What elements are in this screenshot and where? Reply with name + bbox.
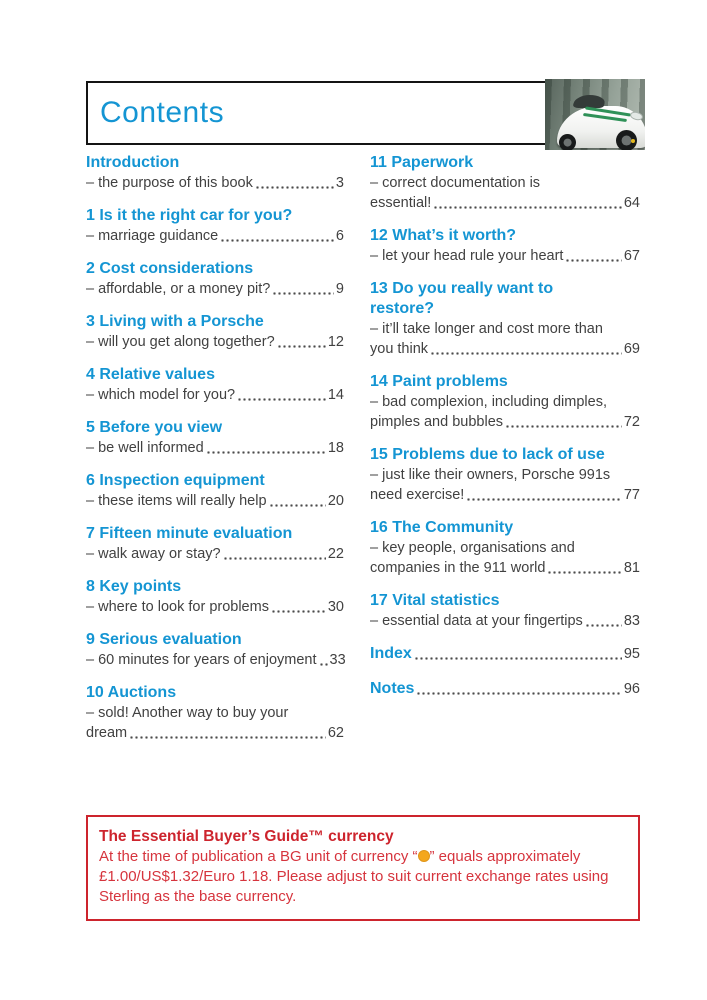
toc-entry-desc: – just like their owners, Porsche 991s — [370, 467, 611, 483]
toc-page-number: 77 — [623, 487, 640, 503]
toc-entry-desc-line — [370, 611, 640, 631]
wheel-rim — [563, 138, 572, 147]
toc-entry-desc-line — [86, 544, 344, 564]
toc-entry — [86, 577, 344, 617]
toc-entry-title: 8 Key points — [86, 578, 182, 595]
dot-leader — [269, 503, 326, 508]
toc-entry-desc-line — [86, 650, 344, 670]
toc-entry-desc-line — [370, 558, 640, 578]
toc-entry-desc: – will you get along together? — [86, 334, 275, 350]
toc-entry — [86, 418, 344, 458]
toc-entry-title: 4 Relative values — [86, 366, 215, 383]
toc-entry-title: 15 Problems due to lack of use — [370, 446, 605, 463]
toc-entry — [86, 630, 344, 670]
toc-entry — [370, 372, 640, 432]
toc-page-number: 14 — [327, 387, 344, 403]
toc-entry — [86, 153, 344, 193]
contents-title-box — [86, 81, 622, 145]
toc-entry — [86, 471, 344, 511]
toc-entry-desc: pimples and bubbles — [370, 414, 504, 430]
bg-currency-coin-icon — [418, 850, 430, 862]
toc-entry-title: 5 Before you view — [86, 419, 223, 436]
toc-page-number: 96 — [623, 681, 640, 697]
toc-entry-desc: essential! — [370, 195, 432, 211]
toc-entry — [86, 259, 344, 299]
toc-entry-desc: dream — [86, 725, 128, 741]
toc-entry-desc-line — [86, 226, 344, 246]
toc-entry — [86, 206, 344, 246]
toc-entry-desc-line — [370, 412, 640, 432]
toc-entry-desc-line — [370, 485, 640, 505]
toc-entry-title: 13 Do you really want to restore? — [370, 280, 554, 317]
toc-page-number: 18 — [327, 440, 344, 456]
toc-column-left — [86, 153, 344, 756]
toc-entry-desc-line — [86, 385, 344, 405]
toc-entry-line — [370, 644, 640, 664]
toc-entry-title: Notes — [370, 680, 415, 697]
toc-entry-title: 6 Inspection equipment — [86, 472, 265, 489]
toc-entry-desc: companies in the 911 world — [370, 560, 546, 576]
dot-leader — [271, 609, 326, 614]
toc-page-number: 20 — [327, 493, 344, 509]
toc-entry-desc-line — [86, 173, 344, 193]
toc-page-number: 33 — [329, 652, 346, 668]
toc-entry-desc-line — [86, 491, 344, 511]
toc-entry-title: 2 Cost considerations — [86, 260, 254, 277]
toc-entry-desc-line — [370, 246, 640, 266]
toc-page-number: 67 — [623, 248, 640, 264]
toc-entry-title: 10 Auctions — [86, 684, 177, 701]
toc-entry-desc: – walk away or stay? — [86, 546, 221, 562]
toc-page-number: 69 — [623, 341, 640, 357]
toc-entry-desc: – let your head rule your heart — [370, 248, 564, 264]
toc-page-number: 6 — [335, 228, 344, 244]
toc-entry — [86, 312, 344, 352]
toc-entry-title: 3 Living with a Porsche — [86, 313, 264, 330]
toc-entry — [370, 445, 640, 505]
toc-page-number: 3 — [335, 175, 344, 191]
toc-entry — [370, 644, 640, 664]
toc-entry-desc: need exercise! — [370, 487, 465, 503]
toc-column-right — [370, 153, 640, 756]
toc-page-number: 95 — [623, 646, 640, 662]
toc-entry-desc-line — [86, 332, 344, 352]
dot-leader — [272, 291, 334, 296]
brake-caliper — [631, 139, 635, 143]
toc-entry-desc: – 60 minutes for years of enjoyment — [86, 652, 317, 668]
toc-entry-title: 9 Serious evaluation — [86, 631, 242, 648]
car-rear-wheel — [559, 134, 576, 150]
toc-entry — [86, 524, 344, 564]
currency-box-body — [99, 847, 628, 907]
currency-text-before: At the time of publication a BG unit of currency “ — [99, 848, 418, 865]
toc-page-number: 12 — [327, 334, 344, 350]
toc-entry-desc: – key people, organisations and — [370, 540, 575, 556]
toc-entry-title: 1 Is it the right car for you? — [86, 207, 293, 224]
toc-entry-title: Introduction — [86, 154, 180, 171]
toc-entry-desc-line — [86, 279, 344, 299]
toc-entry-desc-line — [86, 438, 344, 458]
dot-leader — [585, 623, 622, 628]
porsche-photo — [545, 79, 645, 150]
dot-leader — [414, 656, 622, 661]
dot-leader — [319, 662, 328, 667]
car-front-wheel — [616, 130, 637, 150]
toc-entry-title: 14 Paint problems — [370, 373, 508, 390]
toc-entry-desc: – which model for you? — [86, 387, 236, 403]
toc-page-number: 64 — [623, 195, 640, 211]
dot-leader — [277, 344, 326, 349]
toc-entry — [86, 365, 344, 405]
toc-entry-desc: – bad complexion, including dimples, — [370, 394, 607, 410]
toc-entry — [370, 518, 640, 578]
toc-entry — [370, 226, 640, 266]
dot-leader — [416, 691, 621, 696]
dot-leader — [237, 397, 326, 402]
car-windshield — [572, 95, 606, 108]
toc-entry-desc-line — [370, 193, 640, 213]
toc-entry — [370, 679, 640, 699]
toc-entry-desc: – affordable, or a money pit? — [86, 281, 271, 297]
toc-entry-title: 17 Vital statistics — [370, 592, 500, 609]
currency-note-box — [86, 815, 640, 921]
table-of-contents — [86, 153, 640, 756]
toc-entry — [86, 683, 344, 743]
toc-page-number: 22 — [327, 546, 344, 562]
toc-entry-desc: – essential data at your fingertips — [370, 613, 583, 629]
toc-entry-title: Index — [370, 645, 412, 662]
dot-leader — [547, 570, 621, 575]
toc-entry-desc: you think — [370, 341, 429, 357]
dot-leader — [466, 497, 622, 502]
dot-leader — [565, 258, 621, 263]
toc-page-number: 72 — [623, 414, 640, 430]
toc-entry — [370, 591, 640, 631]
toc-entry-desc: – marriage guidance — [86, 228, 219, 244]
toc-entry-desc: – where to look for problems — [86, 599, 269, 615]
toc-page-number: 83 — [623, 613, 640, 629]
toc-entry-title: 12 What’s it worth? — [370, 227, 517, 244]
toc-entry-desc: – the purpose of this book — [86, 175, 253, 191]
dot-leader — [505, 424, 622, 429]
toc-entry-desc: – be well informed — [86, 440, 204, 456]
header — [86, 81, 645, 151]
toc-entry-desc: – it’ll take longer and cost more than — [370, 321, 603, 337]
dot-leader — [223, 556, 326, 561]
toc-entry-desc: – these items will really help — [86, 493, 267, 509]
toc-entry-title: 16 The Community — [370, 519, 514, 536]
dot-leader — [220, 238, 334, 243]
dot-leader — [433, 205, 622, 210]
toc-entry-desc-line — [86, 597, 344, 617]
toc-entry-desc-line — [370, 339, 640, 359]
toc-page-number: 62 — [327, 725, 344, 741]
dot-leader — [430, 351, 622, 356]
page-title: Contents — [100, 96, 225, 129]
toc-entry-desc: – sold! Another way to buy your — [86, 705, 289, 721]
dot-leader — [255, 185, 334, 190]
toc-entry-desc: – correct documentation is — [370, 175, 541, 191]
toc-page-number: 9 — [335, 281, 344, 297]
toc-entry-line — [370, 679, 640, 699]
dot-leader — [206, 450, 326, 455]
currency-text-after: ” equals approximately £1.00/US$1.32/Euro 1.18. Please adjust to suit current exchange rates using Sterling as the base currency. — [99, 848, 609, 905]
toc-entry — [370, 153, 640, 213]
toc-page-number: 81 — [623, 560, 640, 576]
dot-leader — [129, 735, 326, 740]
toc-page-number: 30 — [327, 599, 344, 615]
toc-entry — [370, 279, 640, 359]
toc-entry-desc-line — [86, 723, 344, 743]
toc-entry-title: 7 Fifteen minute evaluation — [86, 525, 293, 542]
currency-box-title: The Essential Buyer’s Guide™ currency — [99, 828, 394, 845]
toc-entry-title: 11 Paperwork — [370, 154, 474, 171]
